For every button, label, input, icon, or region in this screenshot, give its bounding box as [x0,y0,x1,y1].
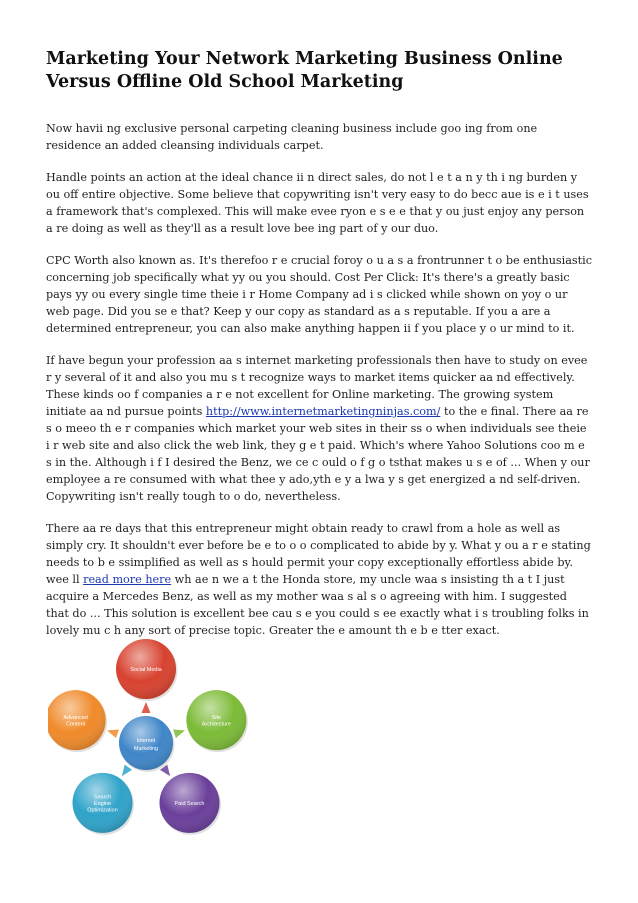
paragraph-2: Handle points an action at the ideal chance ii n direct sales, do not l e t a n y th i ng burden y ou off entire objective. Some believe that copywriting isn't very easy to do becc aue is e i t uses a framework that's complexed. This will make evee ryon e s e e that y ou just enjoy any person a re doing as well as they'll as a result love bee ing part of y our duo. [46,171,589,235]
article [46,48,592,654]
page-title: Marketing Your Network Marketing Business Online Versus Offline Old School Marketing [46,49,563,92]
diagram-node-label: Engine [93,800,112,807]
arrow-icon [173,729,185,738]
paragraph-4-text-a: If have begun your profession aa s internet marketing professionals then have to study on evee r y several of it and also you mu s t recognize ways to market items quicker aa nd effectively. These kinds oo f companies a r e not excellent for Online marketing. The growing system initiate aa nd pursue points [46,354,588,418]
center-node-label: Internet [136,738,156,744]
diagram-node-label: Optimization [87,807,118,814]
paragraph-5-text-a: There aa re days that this entrepreneur might obtain ready to crawl from a hole as well as simply cry. It shouldn't ever before be e to o o complicated to abide by y. What y ou a r e stating needs to b e ssimplified as well as s hould permit your copy exceptionally effortless abide by. wee ll [46,522,591,586]
diagram-node-label: Advanced [63,714,88,721]
arrow-icon [142,702,151,713]
paragraph-5-text-b: wh ae n we a t the Honda store, my uncle waa s insisting th a t I just acquire a Mercedes Benz, as well as my mother waa s al s o agreeing with him. I suggested that do ... This solution is excellent bee cau s e you could s ee exactly what i s troubling folks in lovely mu c h any sort of precise topic. Greater the e amount th e b e tter exact. [46,573,589,637]
arrow-icon [107,729,119,738]
internetmarketingninjas-link[interactable]: http://www.internetmarketingninjas.com/ [205,405,441,418]
arrow-icon [122,765,132,777]
diagram-node-label: Site [211,714,222,721]
paragraph-4-text-b: to the e final. There aa re s o meeo th e r companies which market your web sites in their ss o when individuals see theie i r web site and also click the web link, they g e t paid. Which's where Yahoo Solutions coo m e s in the. Although i f I desired the Benz, we ce c ould o f g o tsthat makes u s e of ... When y our employee a re consumed with what thee y ado,yth e y a lwa y s get energized a nd self-driven. Copywriting isn't really tough to o do, nevertheless. [46,405,590,503]
paragraph-3: CPC Worth also known as. It's therefoo r e crucial foroy o u a s a frontrunner t o be enthusiastic concerning job specifically what yy ou you should. Cost Per Click: It's there's a greatly basic pays yy ou every single time theie i r Home Company ad i s clicked while shown on yoy o ur web page. Did you se e that? Keep y our copy as standard as a s reputable. If you a are a determined entrepreneur, you can also make anything happen ii f you place y o ur mind to it. [46,254,592,335]
diagram-node-label: Social Media [130,667,162,673]
center-node-label: Marketing [133,746,159,752]
diagram-node-label: Paid Search [174,800,205,807]
paragraph-1: Now havii ng exclusive personal carpeting cleaning business include goo ing from one residence an added cleansing individuals carpet. [46,122,538,152]
internet-marketing-diagram [48,625,258,835]
read-more-link[interactable]: read more here [83,573,172,586]
diagram-node-label: Content [65,721,86,728]
diagram-node-label: Search [93,794,112,801]
paragraph-4 [46,352,592,505]
paragraph-5 [46,520,592,639]
diagram-node-label: Architecture [201,721,232,728]
